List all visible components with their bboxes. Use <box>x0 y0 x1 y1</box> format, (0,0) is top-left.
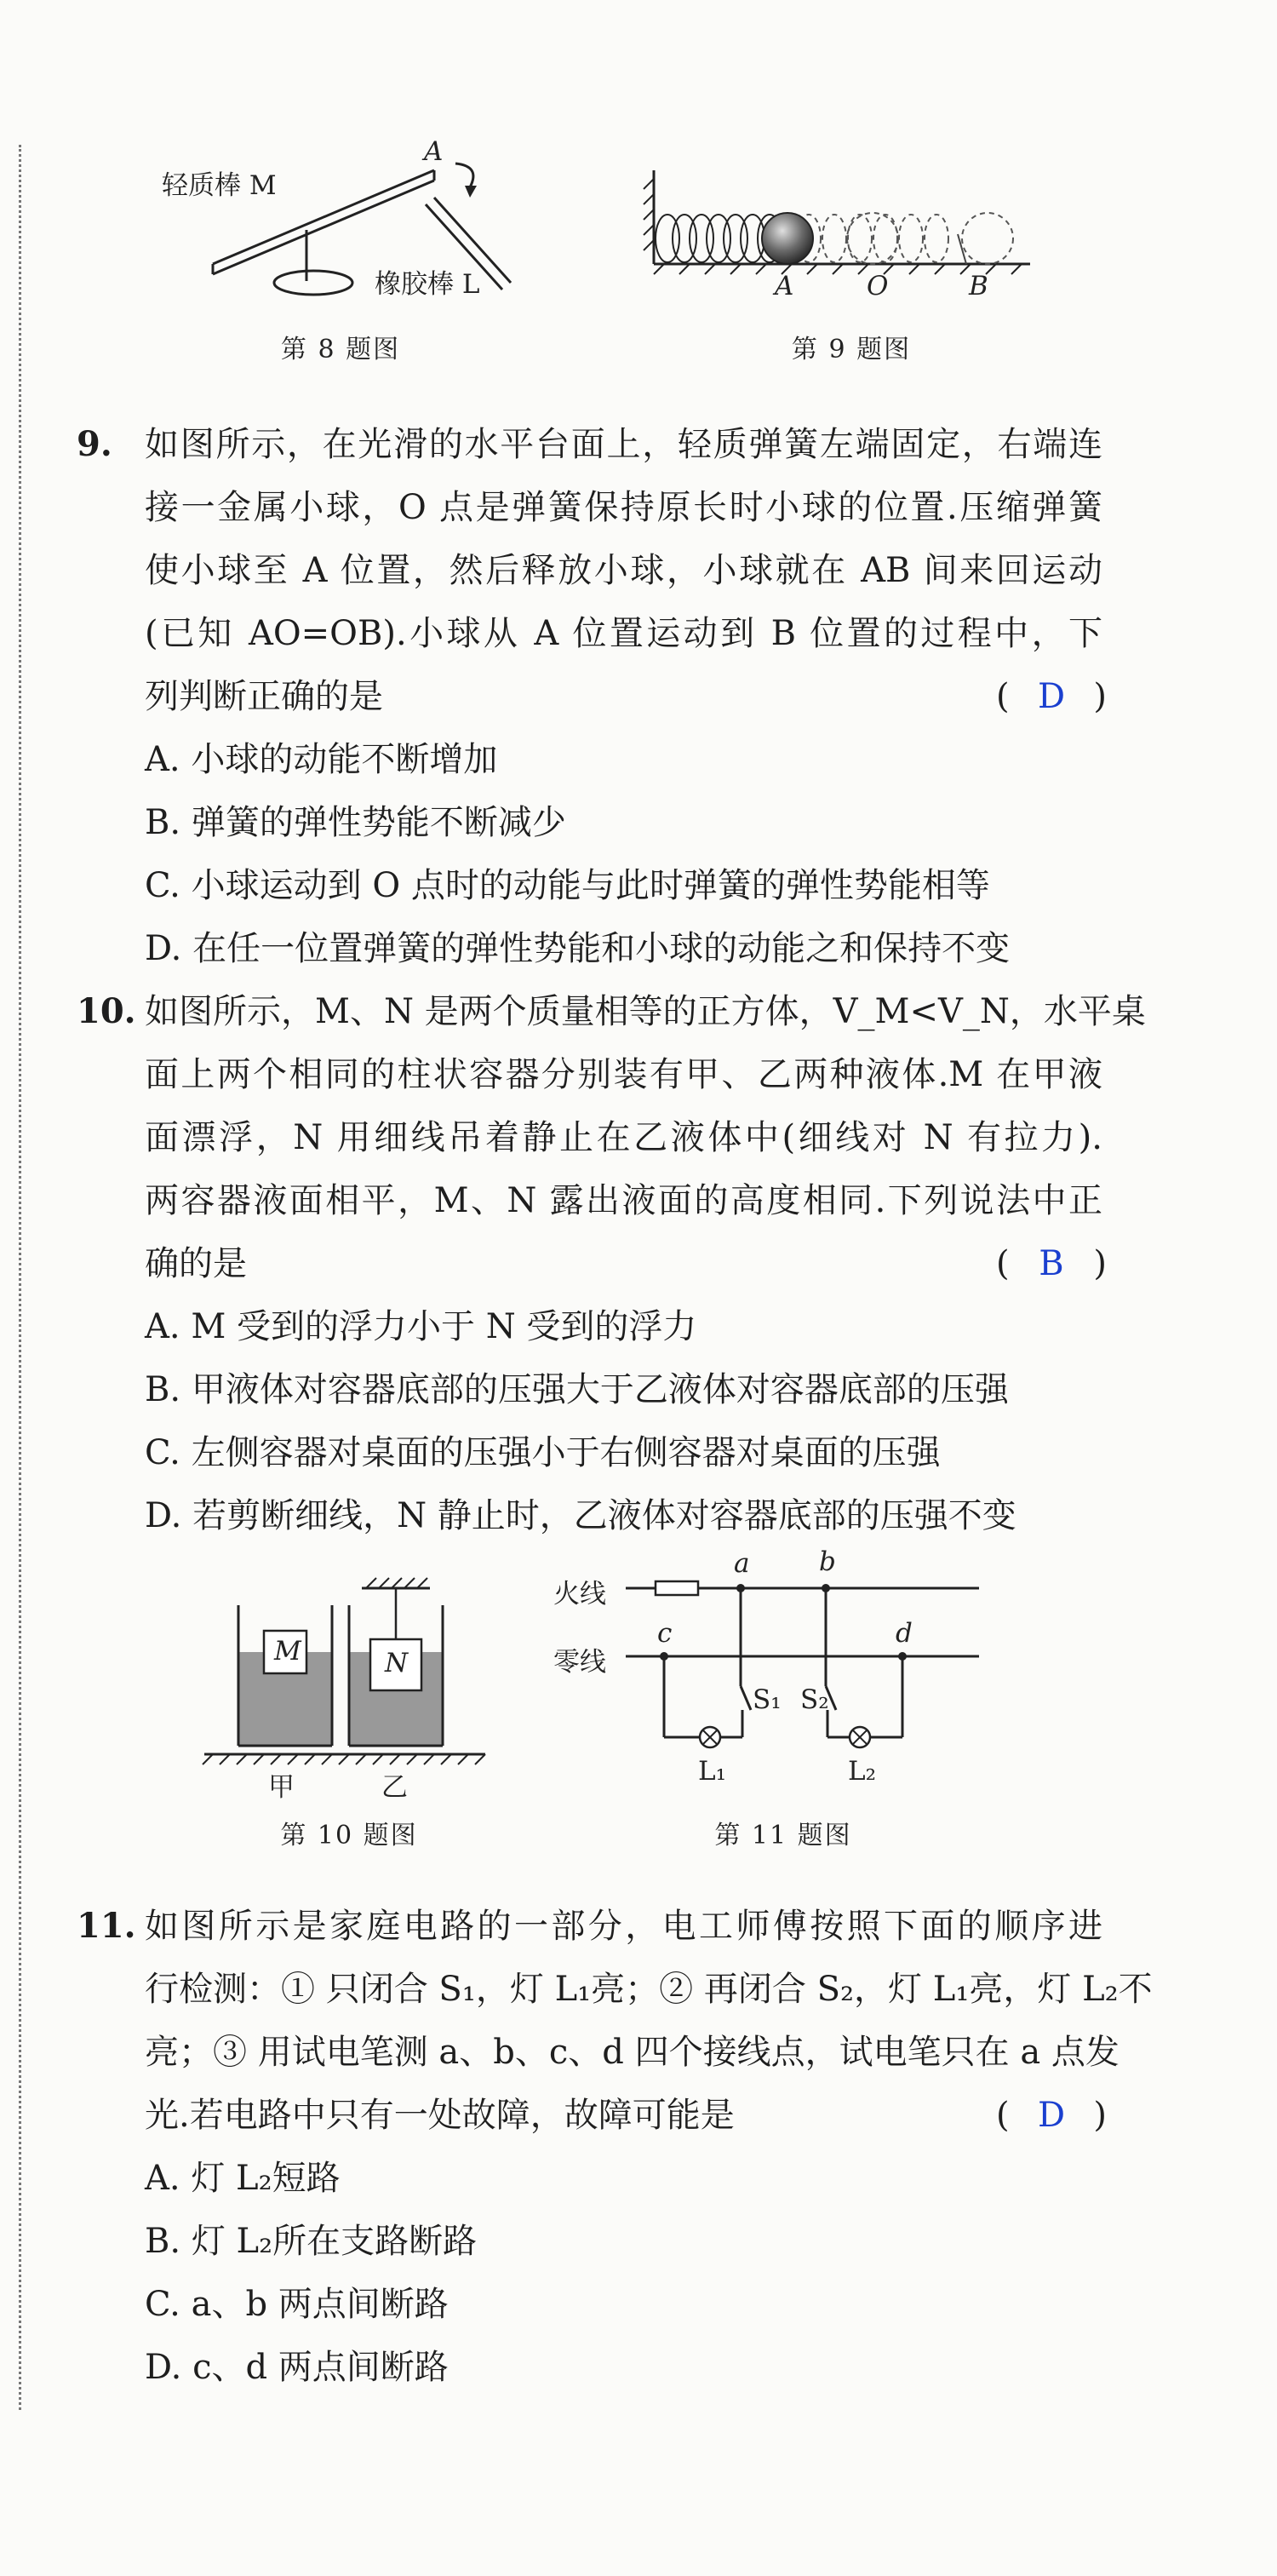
question-11-answer-letter: D <box>1037 2096 1066 2135</box>
fig11-lamp-2: L₂ <box>848 1756 877 1787</box>
fig9-point-a: A <box>775 271 794 301</box>
fig11-switch-2: S₂ <box>800 1684 829 1715</box>
question-9-option-c: C. 小球运动到 O 点时的动能与此时弹簧的弹性势能相等 <box>145 866 990 905</box>
question-10-option-c: C. 左侧容器对桌面的压强小于右侧容器对桌面的压强 <box>145 1433 941 1472</box>
fig10-caption: 第 10 题图 <box>280 1821 418 1850</box>
question-11-line-1: 如图所示是家庭电路的一部分，电工师傅按照下面的顺序进 <box>145 1907 1102 1946</box>
question-11-line-4: 光.若电路中只有一处故障，故障可能是 <box>145 2096 735 2135</box>
fig8-label-rubber: 橡胶棒 L <box>375 269 480 300</box>
fig11-caption: 第 11 题图 <box>714 1821 852 1850</box>
answer-paren-close: ) <box>1093 1244 1107 1283</box>
fig11-lamp-1: L₁ <box>698 1756 727 1787</box>
figure-10-drawing <box>196 1571 519 1776</box>
fig10-label-left: 甲 <box>268 1772 295 1803</box>
fig11-neutral-wire: 零线 <box>553 1647 606 1678</box>
question-11-number: 11. <box>77 1906 136 1946</box>
question-10-line-4: 两容器液面相平，M、N 露出液面的高度相同.下列说法中正 <box>145 1181 1102 1220</box>
fig8-label-a: A <box>424 136 444 167</box>
fig8-label-rod: 轻质棒 M <box>162 170 277 201</box>
fig10-block-m: M <box>274 1636 301 1667</box>
fig8-caption: 第 8 题图 <box>280 335 401 364</box>
fig9-point-o: O <box>867 271 889 301</box>
question-10-number: 10. <box>77 991 136 1031</box>
fig11-switch-1: S₁ <box>753 1684 782 1715</box>
answer-paren-open: ( <box>996 2096 1010 2135</box>
question-11-option-b: B. 灯 L₂所在支路断路 <box>145 2222 478 2261</box>
question-11-option-c: C. a、b 两点间断路 <box>145 2285 449 2324</box>
question-9-option-d: D. 在任一位置弹簧的弹性势能和小球的动能之和保持不变 <box>145 929 1011 968</box>
figure-8 <box>153 136 562 366</box>
figure-10 <box>196 1571 519 1861</box>
fig9-caption: 第 9 题图 <box>791 335 912 364</box>
question-10-option-a: A. M 受到的浮力小于 N 受到的浮力 <box>145 1307 697 1346</box>
fig11-node-c: c <box>657 1618 673 1649</box>
question-11-option-a: A. 灯 L₂短路 <box>145 2159 341 2198</box>
question-9-line-4: (已知 AO=OB).小球从 A 位置运动到 B 位置的过程中，下 <box>145 614 1102 653</box>
answer-paren-open: ( <box>996 1244 1010 1283</box>
question-11-line-3: 亮；③ 用试电笔测 a、b、c、d 四个接线点，试电笔只在 a 点发 <box>145 2033 1120 2072</box>
figure-11-drawing <box>553 1558 1005 1780</box>
question-11-line-2: 行检测：① 只闭合 S₁，灯 L₁亮；② 再闭合 S₂，灯 L₁亮，灯 L₂不 <box>145 1970 1153 2009</box>
question-11-option-d: D. c、d 两点间断路 <box>145 2348 449 2387</box>
question-9-line-1: 如图所示，在光滑的水平台面上，轻质弹簧左端固定，右端连 <box>145 425 1102 464</box>
figure-9 <box>630 162 1073 366</box>
question-9-line-5: 列判断正确的是 <box>145 677 383 716</box>
question-11-answer <box>996 2088 1107 2143</box>
question-9-answer <box>996 669 1107 724</box>
fig9-point-b: B <box>969 271 988 301</box>
question-9-option-b: B. 弹簧的弹性势能不断减少 <box>145 803 566 842</box>
question-10-line-3: 面漂浮，N 用细线吊着静止在乙液体中(细线对 N 有拉力). <box>145 1118 1102 1157</box>
question-9-number: 9. <box>77 424 112 464</box>
answer-paren-open: ( <box>996 677 1010 716</box>
answer-paren-close: ) <box>1093 677 1107 716</box>
question-9-line-3: 使小球至 A 位置，然后释放小球，小球就在 AB 间来回运动 <box>145 551 1102 590</box>
fig11-node-a: a <box>734 1548 750 1579</box>
figure-11 <box>553 1546 1005 1861</box>
question-9-option-a: A. 小球的动能不断增加 <box>145 740 498 779</box>
question-10-option-b: B. 甲液体对容器底部的压强大于乙液体对容器底部的压强 <box>145 1370 1009 1409</box>
fig11-node-d: d <box>896 1618 913 1649</box>
fig10-block-n: N <box>385 1648 409 1678</box>
question-10-line-5: 确的是 <box>145 1244 247 1283</box>
question-10-option-d: D. 若剪断细线，N 静止时，乙液体对容器底部的压强不变 <box>145 1496 1016 1535</box>
binding-margin-line <box>19 145 21 2410</box>
answer-paren-close: ) <box>1093 2096 1107 2135</box>
question-10-answer <box>996 1236 1107 1291</box>
question-10-line-1: 如图所示，M、N 是两个质量相等的正方体，V_M<V_N，水平桌 <box>145 992 1146 1031</box>
fig11-live-wire: 火线 <box>553 1579 606 1609</box>
question-10-line-2: 面上两个相同的柱状容器分别装有甲、乙两种液体.M 在甲液 <box>145 1055 1102 1094</box>
fig10-label-right: 乙 <box>381 1772 408 1803</box>
question-10-answer-letter: B <box>1039 1244 1064 1283</box>
question-9-line-2: 接一金属小球，O 点是弹簧保持原长时小球的位置.压缩弹簧 <box>145 488 1102 527</box>
fig11-node-b: b <box>819 1546 836 1577</box>
question-9-answer-letter: D <box>1037 677 1066 716</box>
